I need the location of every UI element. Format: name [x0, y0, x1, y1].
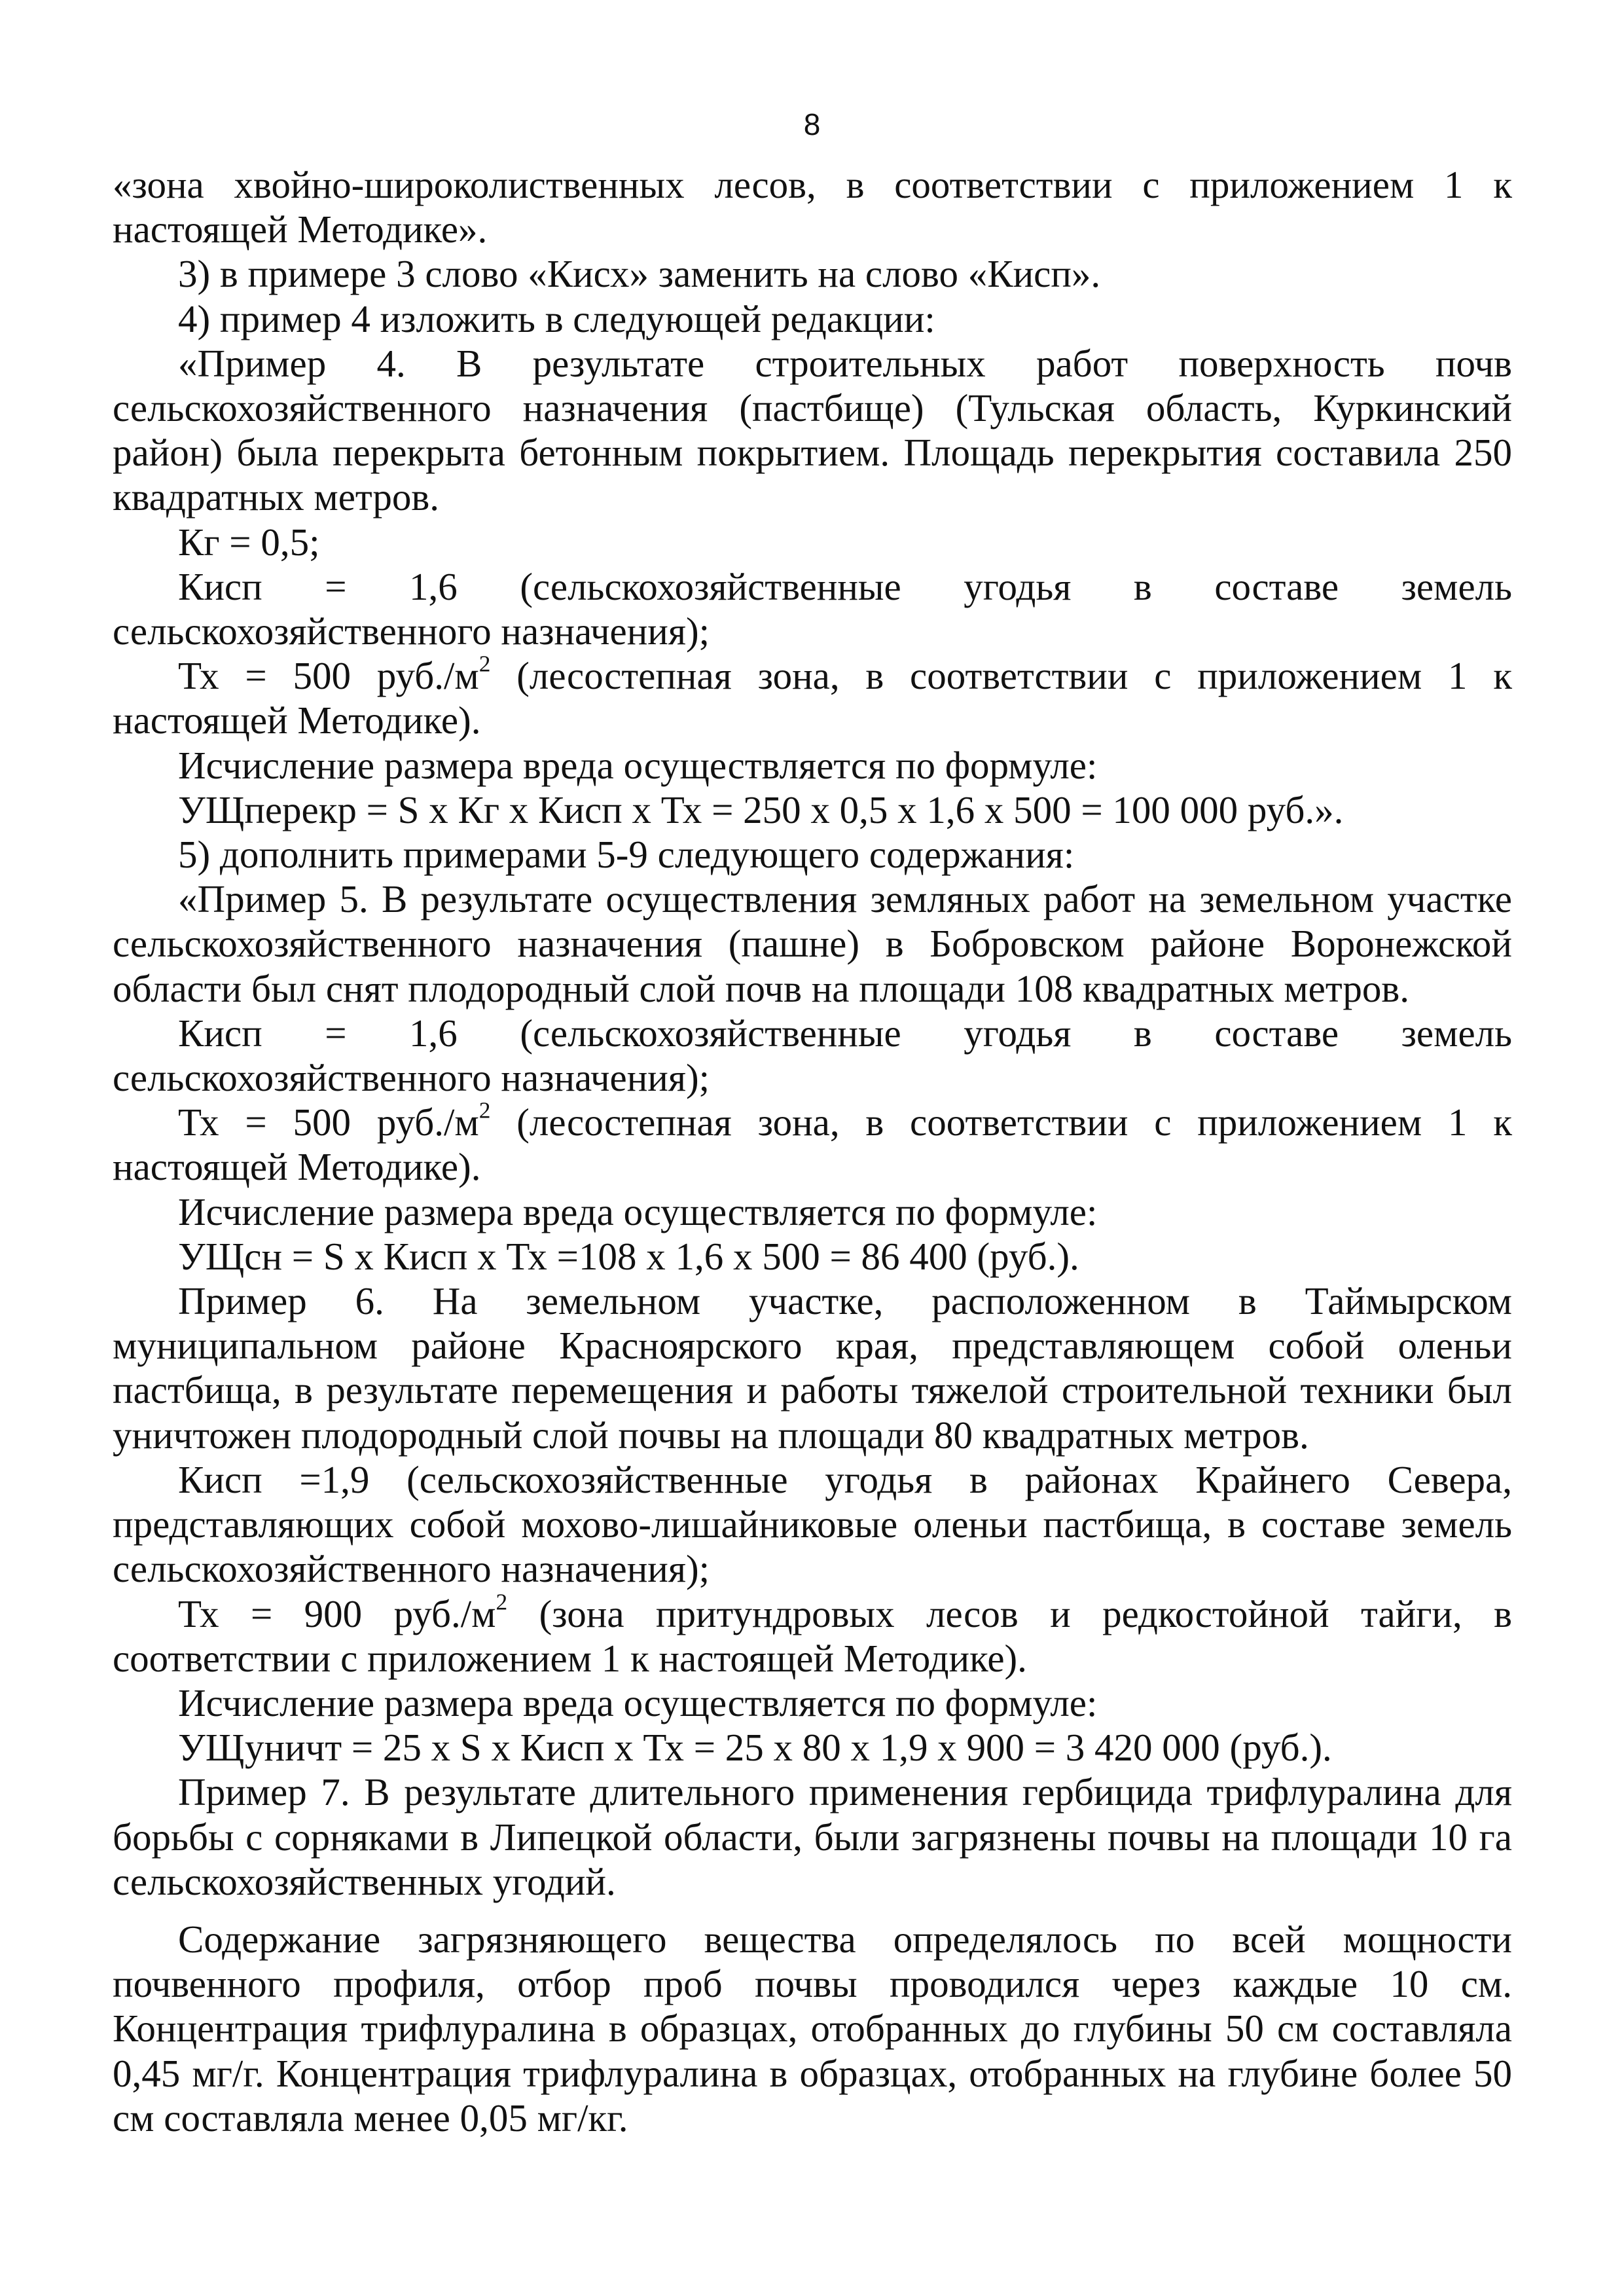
paragraph: Тх = 500 $руб./м^2$ (лесостепная зона, в соответствии с приложением 1 к настоящей Методике). [113, 1097, 1512, 1189]
paragraph: Пример 7. В результате длительного применения гербицида трифлуралина для борьбы с сорняками в Липецкой области, были загрязнены почвы на площади 10 га сельскохозяйственных угодий. [113, 1770, 1512, 1903]
paragraph: 3) в примере 3 слово «Кисх» заменить на слово «Кисп». [178, 252, 1101, 296]
paragraph: 5) дополнить примерами 5-9 следующего содержания: [178, 833, 1075, 877]
formula: УЩсн = S х Кисп х Тх =108 х 1,6 х 500 = 86 400 (руб.). [178, 1234, 1079, 1278]
paragraph: Кг = 0,5; [178, 520, 320, 564]
page-number: 8 [803, 107, 821, 141]
formula: УЩуничт = 25 х S х Кисп х Тх = 25 х 80 х 1,9 х 900 = 3 420 000 (руб.). [178, 1726, 1332, 1770]
superscript: 2 [496, 1588, 508, 1614]
paragraph: Тх = 900 $руб./м^2$ (зона притундровых лесов и редкостойной тайги, в соответствии с приложением 1 к настоящей Методике). [113, 1588, 1512, 1680]
paragraph: «Пример 4. В результате строительных работ поверхность почв сельскохозяйственного назначения (пастбище) (Тульская область, Куркинский район) была перекрыта бетонным покрытием. Площадь перекрытия составила 250 квадратных метров. [113, 341, 1512, 519]
paragraph: 4) пример 4 изложить в следующей редакции: [178, 297, 935, 340]
superscript: 2 [478, 1097, 491, 1123]
paragraph: Исчисление размера вреда осуществляется по формуле: [178, 1681, 1098, 1724]
paragraph: Пример 6. На земельном участке, расположенном в Таймырском муниципальном районе Красноярского края, представляющем собой оленьи пастбища, в результате перемещения и работы тяжелой строительной техники был уничтожен плодородный слой почвы на площади 80 квадратных метров. [113, 1279, 1512, 1457]
paragraph: Исчисление размера вреда осуществляется по формуле: [178, 743, 1098, 787]
paragraph: Содержание загрязняющего вещества определялось по всей мощности почвенного профиля, отбор проб почвы проводился через каждые 10 см. Концентрация трифлуралина в образцах, отобранных до глубины 50 см составляла 0,45 мг/г. Концентрация трифлуралина в образцах, отобранных на глубине более 50 см составляла менее 0,05 мг/кг. [113, 1917, 1512, 2140]
paragraph: Исчисление размера вреда осуществляется по формуле: [178, 1190, 1098, 1233]
paragraph: Кисп = 1,6 (сельскохозяйственные угодья в составе земель сельскохозяйственного назначения); [113, 564, 1512, 653]
paragraph: Кисп = 1,6 (сельскохозяйственные угодья в составе земель сельскохозяйственного назначения); [113, 1011, 1512, 1100]
paragraph: Тх = 500 $руб./м^2$ (лесостепная зона, в соответствии с приложением 1 к настоящей Методике). [113, 650, 1512, 742]
paragraph: Кисп =1,9 (сельскохозяйственные угодья в районах Крайнего Севера, представляющих собой мохово-лишайниковые оленьи пастбища, в составе земель сельскохозяйственного назначения); [113, 1457, 1512, 1591]
document-body [113, 162, 1512, 2140]
paragraph: «Пример 5. В результате осуществления земляных работ на земельном участке сельскохозяйственного назначения (пашне) в Бобровском районе Воронежской области был снят плодородный слой почв на площади 108 квадратных метров. [113, 877, 1512, 1010]
paragraph: «зона хвойно-широколиственных лесов, в соответствии с приложением 1 к настоящей Методике». [113, 163, 1512, 251]
formula: УЩперекр = S х Кг х Кисп х Тх = 250 х 0,5 х 1,6 х 500 = 100 000 руб.». [178, 788, 1344, 831]
superscript: 2 [478, 650, 491, 677]
